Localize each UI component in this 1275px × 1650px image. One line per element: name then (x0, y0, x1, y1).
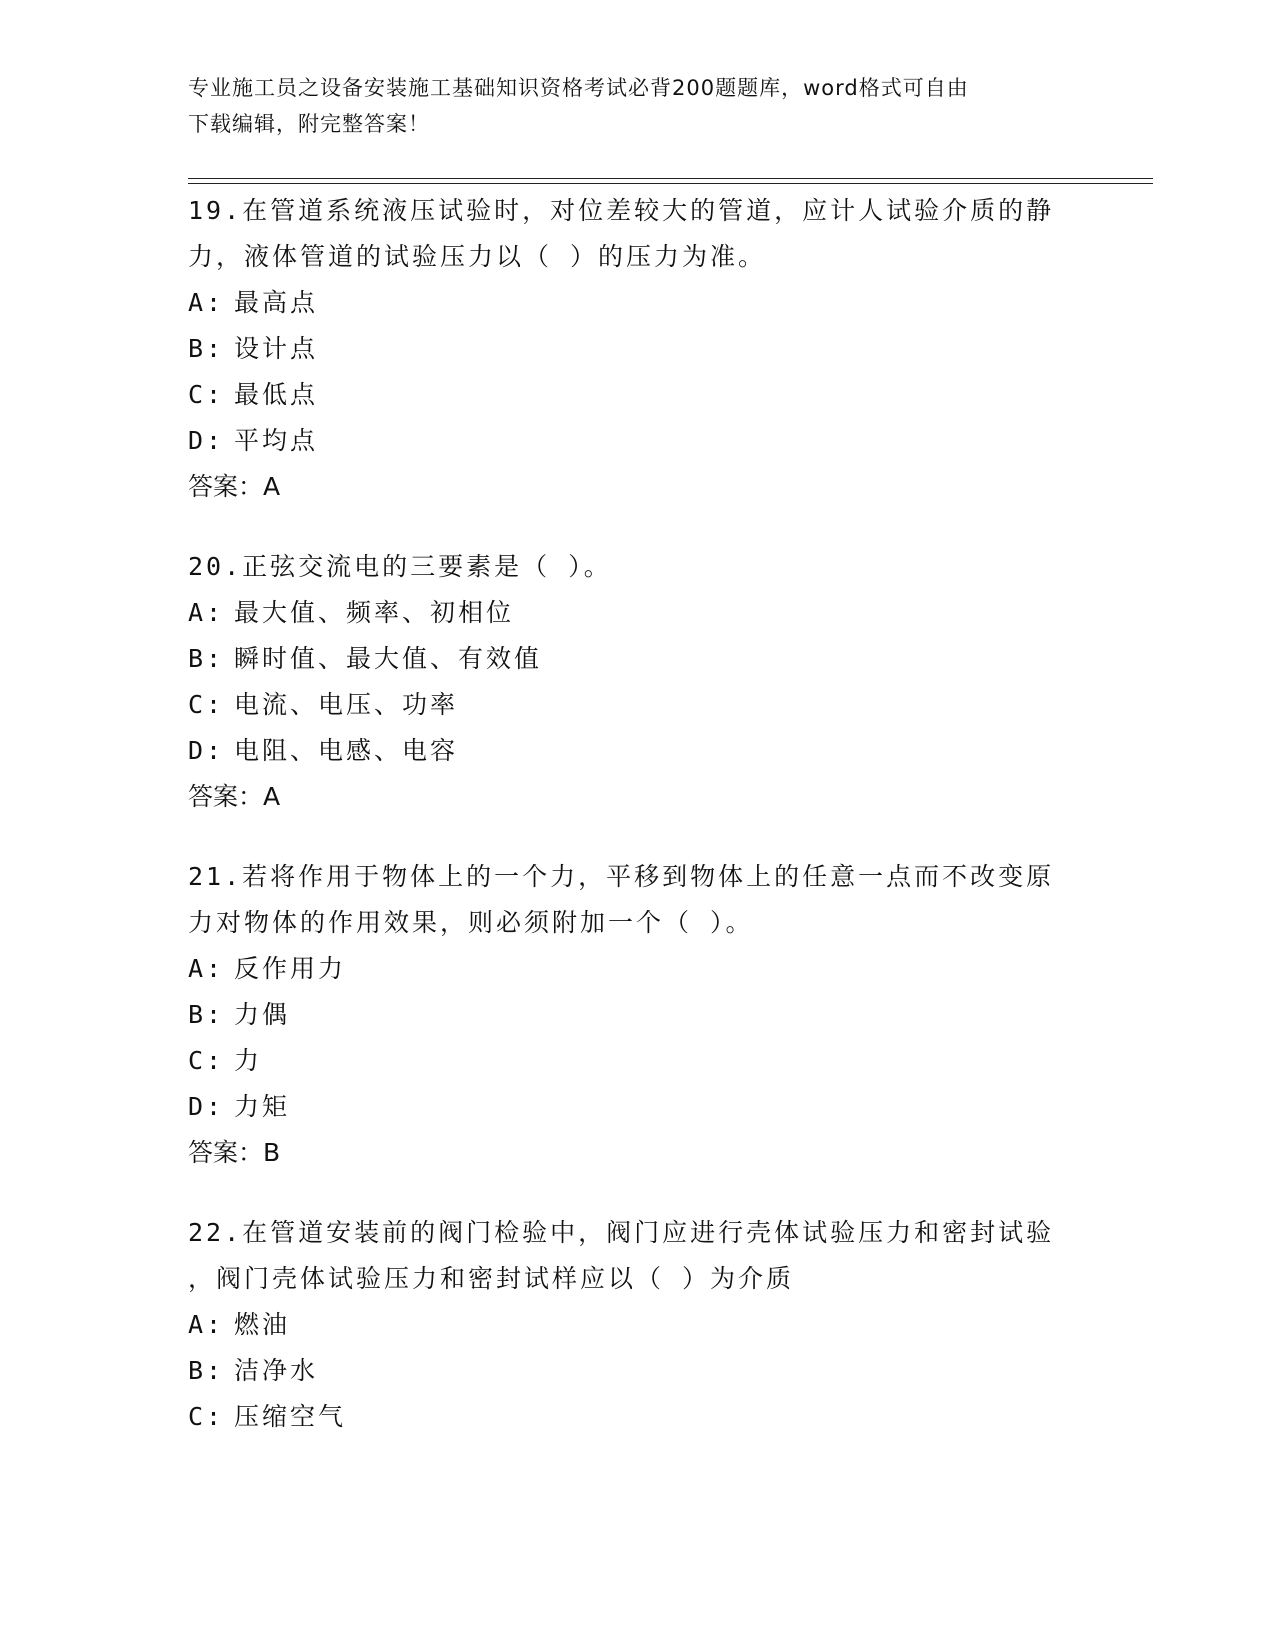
option-text: 力 (234, 1046, 263, 1075)
option-c (188, 1038, 1078, 1084)
option-d (188, 728, 1078, 774)
option-text: 电阻、电感、电容 (234, 736, 459, 765)
option-letter: C: (188, 1046, 225, 1075)
option-letter: C: (188, 380, 225, 409)
header-divider-top (188, 178, 1153, 179)
option-letter: A: (188, 954, 225, 983)
option-letter: D: (188, 1092, 225, 1121)
option-b (188, 992, 1078, 1038)
option-b (188, 326, 1078, 372)
document-header (188, 70, 1068, 142)
answer-label: 答案：A (188, 782, 281, 811)
option-text: 反作用力 (234, 954, 347, 983)
option-text: 平均点 (234, 426, 319, 455)
question-list (188, 188, 1078, 1474)
question-22 (188, 1210, 1078, 1440)
option-letter: B: (188, 1000, 225, 1029)
option-text: 力矩 (234, 1092, 291, 1121)
option-letter: D: (188, 736, 225, 765)
question-text-line-2: ，阀门壳体试验压力和密封试样应以（ ）为介质 (188, 1264, 795, 1293)
question-21 (188, 854, 1078, 1176)
question-19 (188, 188, 1078, 510)
question-text-line-1: 19.在管道系统液压试验时，对位差较大的管道，应计人试验介质的静 (188, 196, 1055, 225)
option-a (188, 280, 1078, 326)
option-c (188, 682, 1078, 728)
option-letter: D: (188, 426, 225, 455)
option-b (188, 636, 1078, 682)
option-d (188, 418, 1078, 464)
option-letter: C: (188, 1402, 225, 1431)
answer-label: 答案：B (188, 1138, 281, 1167)
header-line-1: 专业施工员之设备安装施工基础知识资格考试必背200题题库，word格式可自由 (188, 76, 969, 100)
option-text: 最低点 (234, 380, 319, 409)
header-line-2: 下载编辑，附完整答案！ (188, 112, 430, 136)
option-text: 电流、电压、功率 (234, 690, 459, 719)
option-letter: B: (188, 644, 225, 673)
option-a (188, 1302, 1078, 1348)
option-text: 最高点 (234, 288, 319, 317)
option-a (188, 946, 1078, 992)
option-text: 力偶 (234, 1000, 291, 1029)
option-c (188, 1394, 1078, 1440)
option-text: 燃油 (234, 1310, 291, 1339)
header-divider-bottom (188, 183, 1153, 184)
option-text: 最大值、频率、初相位 (234, 598, 515, 627)
question-20 (188, 544, 1078, 820)
option-letter: A: (188, 288, 225, 317)
question-text-line-2: 力，液体管道的试验压力以（ ）的压力为准。 (188, 242, 767, 271)
option-letter: A: (188, 1310, 225, 1339)
option-text: 洁净水 (234, 1356, 319, 1385)
question-text-line-1: 21.若将作用于物体上的一个力，平移到物体上的任意一点而不改变原 (188, 862, 1055, 891)
option-text: 设计点 (234, 334, 319, 363)
option-text: 压缩空气 (234, 1402, 347, 1431)
option-letter: C: (188, 690, 225, 719)
option-d (188, 1084, 1078, 1130)
question-text-line-2: 力对物体的作用效果，则必须附加一个（ ）。 (188, 908, 754, 937)
option-letter: B: (188, 1356, 225, 1385)
option-letter: A: (188, 598, 225, 627)
question-text-line-1: 22.在管道安装前的阀门检验中，阀门应进行壳体试验压力和密封试验 (188, 1218, 1055, 1247)
option-letter: B: (188, 334, 225, 363)
question-text-line-1: 20.正弦交流电的三要素是（ ）。 (188, 552, 612, 581)
option-c (188, 372, 1078, 418)
answer-label: 答案：A (188, 472, 281, 501)
option-text: 瞬时值、最大值、有效值 (234, 644, 543, 673)
option-a (188, 590, 1078, 636)
option-b (188, 1348, 1078, 1394)
